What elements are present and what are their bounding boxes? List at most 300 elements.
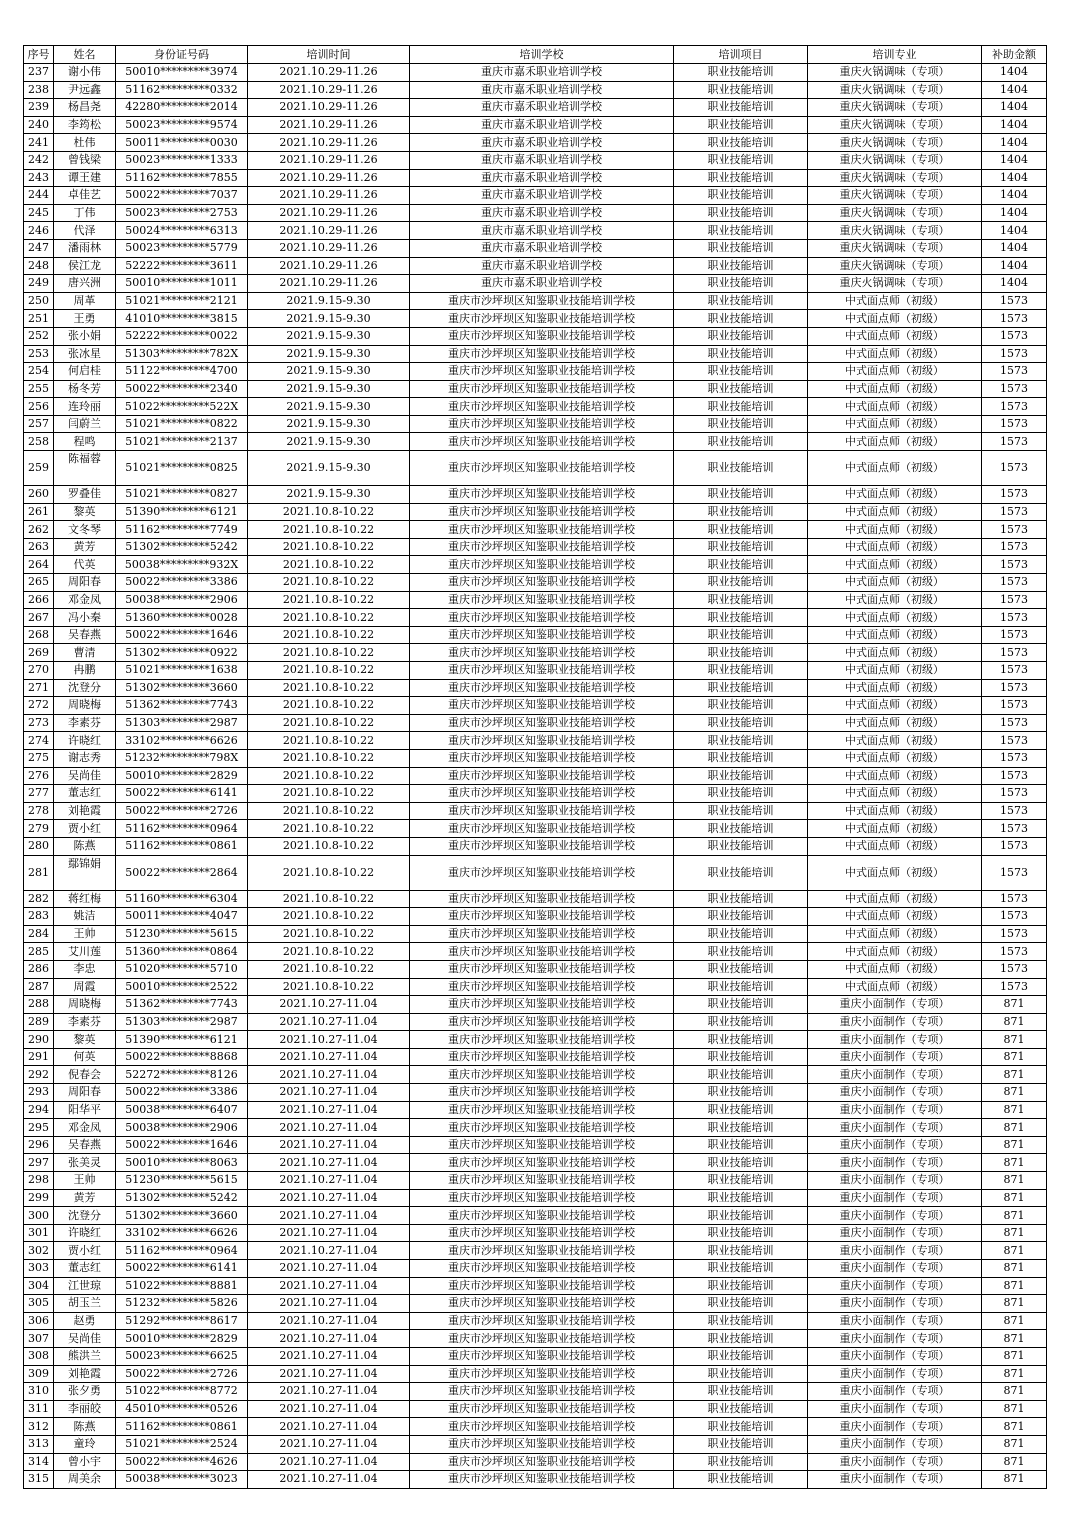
cell-subsidy-amount: 871 — [982, 1031, 1047, 1049]
cell-training-major: 重庆火锅调味（专项） — [808, 239, 982, 257]
cell-name: 罗叠佳 — [54, 486, 116, 504]
cell-training-time: 2021.9.15-9.30 — [248, 398, 410, 416]
table-row — [24, 64, 1047, 82]
cell-index: 281 — [24, 855, 54, 890]
cell-training-major: 重庆小面制作（专项） — [808, 1418, 982, 1436]
cell-training-school: 重庆市沙坪坝区知鉴职业技能培训学校 — [410, 1400, 674, 1418]
cell-training-school: 重庆市嘉禾职业培训学校 — [410, 187, 674, 205]
cell-name: 李素芬 — [54, 1013, 116, 1031]
cell-training-project: 职业技能培训 — [674, 767, 808, 785]
table-row — [24, 521, 1047, 539]
cell-id-number: 50022*********1646 — [116, 1136, 248, 1154]
cell-index: 303 — [24, 1260, 54, 1278]
cell-name: 何英 — [54, 1048, 116, 1066]
cell-subsidy-amount: 1404 — [982, 134, 1047, 152]
cell-training-time: 2021.10.27-11.04 — [248, 1277, 410, 1295]
cell-training-project: 职业技能培训 — [674, 451, 808, 486]
cell-training-major: 中式面点师（初级） — [808, 538, 982, 556]
cell-id-number: 42280*********2014 — [116, 99, 248, 117]
table-row — [24, 1418, 1047, 1436]
cell-index: 287 — [24, 978, 54, 996]
table-row — [24, 1031, 1047, 1049]
cell-training-school: 重庆市嘉禾职业培训学校 — [410, 169, 674, 187]
cell-name: 陈福蓉 — [54, 451, 116, 486]
cell-subsidy-amount: 1404 — [982, 169, 1047, 187]
cell-index: 241 — [24, 134, 54, 152]
cell-training-time: 2021.10.27-11.04 — [248, 1172, 410, 1190]
cell-name: 陈燕 — [54, 837, 116, 855]
cell-training-school: 重庆市沙坪坝区知鉴职业技能培训学校 — [410, 1347, 674, 1365]
cell-training-school: 重庆市沙坪坝区知鉴职业技能培训学校 — [410, 1031, 674, 1049]
cell-training-time: 2021.10.27-11.04 — [248, 1207, 410, 1225]
cell-training-major: 重庆火锅调味（专项） — [808, 222, 982, 240]
cell-name: 周霞 — [54, 978, 116, 996]
table-row — [24, 697, 1047, 715]
cell-subsidy-amount: 1573 — [982, 960, 1047, 978]
cell-training-school: 重庆市沙坪坝区知鉴职业技能培训学校 — [410, 1172, 674, 1190]
table-row — [24, 1172, 1047, 1190]
cell-training-project: 职业技能培训 — [674, 1347, 808, 1365]
cell-training-school: 重庆市沙坪坝区知鉴职业技能培训学校 — [410, 1471, 674, 1489]
cell-training-major: 重庆小面制作（专项） — [808, 1084, 982, 1102]
cell-training-major: 重庆小面制作（专项） — [808, 1048, 982, 1066]
cell-training-school: 重庆市沙坪坝区知鉴职业技能培训学校 — [410, 749, 674, 767]
cell-name: 胡玉兰 — [54, 1295, 116, 1313]
cell-training-school: 重庆市沙坪坝区知鉴职业技能培训学校 — [410, 1048, 674, 1066]
cell-id-number: 51232*********5826 — [116, 1295, 248, 1313]
cell-name: 丁伟 — [54, 204, 116, 222]
cell-training-major: 重庆火锅调味（专项） — [808, 64, 982, 82]
cell-subsidy-amount: 1404 — [982, 257, 1047, 275]
cell-training-school: 重庆市沙坪坝区知鉴职业技能培训学校 — [410, 1013, 674, 1031]
cell-training-major: 重庆小面制作（专项） — [808, 996, 982, 1014]
cell-training-time: 2021.10.29-11.26 — [248, 81, 410, 99]
cell-index: 251 — [24, 310, 54, 328]
cell-training-time: 2021.10.8-10.22 — [248, 644, 410, 662]
cell-index: 299 — [24, 1189, 54, 1207]
header-training-major: 培训专业 — [808, 46, 982, 64]
table-row — [24, 837, 1047, 855]
cell-training-project: 职业技能培训 — [674, 1400, 808, 1418]
cell-subsidy-amount: 871 — [982, 1330, 1047, 1348]
table-body — [24, 64, 1047, 1489]
cell-index: 259 — [24, 451, 54, 486]
cell-training-time: 2021.10.27-11.04 — [248, 1418, 410, 1436]
cell-training-school: 重庆市沙坪坝区知鉴职业技能培训学校 — [410, 960, 674, 978]
cell-training-school: 重庆市沙坪坝区知鉴职业技能培训学校 — [410, 978, 674, 996]
cell-training-major: 重庆小面制作（专项） — [808, 1154, 982, 1172]
cell-training-project: 职业技能培训 — [674, 1031, 808, 1049]
cell-training-time: 2021.10.29-11.26 — [248, 134, 410, 152]
cell-training-time: 2021.10.8-10.22 — [248, 662, 410, 680]
cell-training-project: 职业技能培训 — [674, 415, 808, 433]
cell-subsidy-amount: 1573 — [982, 785, 1047, 803]
cell-id-number: 51360*********0864 — [116, 943, 248, 961]
cell-training-major: 重庆火锅调味（专项） — [808, 204, 982, 222]
cell-name: 侯江龙 — [54, 257, 116, 275]
cell-training-time: 2021.10.29-11.26 — [248, 257, 410, 275]
table-row — [24, 960, 1047, 978]
cell-name: 鄢锦娟 — [54, 855, 116, 890]
cell-id-number: 51122*********4700 — [116, 363, 248, 381]
header-subsidy-amount: 补助金额 — [982, 46, 1047, 64]
cell-training-project: 职业技能培训 — [674, 1242, 808, 1260]
cell-training-project: 职业技能培训 — [674, 521, 808, 539]
cell-name: 杜伟 — [54, 134, 116, 152]
cell-id-number: 51360*********0028 — [116, 609, 248, 627]
cell-training-project: 职业技能培训 — [674, 151, 808, 169]
cell-training-school: 重庆市嘉禾职业培训学校 — [410, 99, 674, 117]
cell-id-number: 50022*********7037 — [116, 187, 248, 205]
cell-name: 熊洪兰 — [54, 1347, 116, 1365]
cell-name: 刘艳霞 — [54, 802, 116, 820]
cell-subsidy-amount: 871 — [982, 1435, 1047, 1453]
cell-id-number: 51021*********0827 — [116, 486, 248, 504]
cell-training-school: 重庆市沙坪坝区知鉴职业技能培训学校 — [410, 1260, 674, 1278]
table-row — [24, 1136, 1047, 1154]
table-row — [24, 1277, 1047, 1295]
cell-training-time: 2021.10.8-10.22 — [248, 960, 410, 978]
cell-training-major: 重庆火锅调味（专项） — [808, 81, 982, 99]
cell-subsidy-amount: 871 — [982, 1172, 1047, 1190]
cell-index: 286 — [24, 960, 54, 978]
cell-training-project: 职业技能培训 — [674, 204, 808, 222]
header-index: 序号 — [24, 46, 54, 64]
cell-subsidy-amount: 1573 — [982, 837, 1047, 855]
cell-training-time: 2021.10.27-11.04 — [248, 1224, 410, 1242]
cell-training-project: 职业技能培训 — [674, 574, 808, 592]
cell-training-school: 重庆市沙坪坝区知鉴职业技能培训学校 — [410, 785, 674, 803]
cell-id-number: 52222*********3611 — [116, 257, 248, 275]
cell-subsidy-amount: 1573 — [982, 697, 1047, 715]
cell-index: 263 — [24, 538, 54, 556]
cell-training-major: 中式面点师（初级） — [808, 310, 982, 328]
cell-training-time: 2021.10.8-10.22 — [248, 574, 410, 592]
cell-training-project: 职业技能培训 — [674, 925, 808, 943]
cell-training-major: 重庆小面制作（专项） — [808, 1066, 982, 1084]
cell-id-number: 33102*********6626 — [116, 1224, 248, 1242]
cell-training-time: 2021.10.8-10.22 — [248, 749, 410, 767]
cell-name: 杨冬芳 — [54, 380, 116, 398]
cell-index: 295 — [24, 1119, 54, 1137]
cell-training-time: 2021.9.15-9.30 — [248, 380, 410, 398]
cell-subsidy-amount: 871 — [982, 1400, 1047, 1418]
cell-training-time: 2021.10.8-10.22 — [248, 943, 410, 961]
cell-training-major: 重庆火锅调味（专项） — [808, 169, 982, 187]
cell-id-number: 51303*********782X — [116, 345, 248, 363]
cell-training-school: 重庆市沙坪坝区知鉴职业技能培训学校 — [410, 1418, 674, 1436]
cell-training-major: 中式面点师（初级） — [808, 820, 982, 838]
cell-index: 301 — [24, 1224, 54, 1242]
table-row — [24, 398, 1047, 416]
cell-name: 吴春燕 — [54, 626, 116, 644]
table-row — [24, 662, 1047, 680]
cell-training-time: 2021.9.15-9.30 — [248, 415, 410, 433]
cell-name: 曾小宇 — [54, 1453, 116, 1471]
cell-training-time: 2021.10.27-11.04 — [248, 1189, 410, 1207]
cell-index: 262 — [24, 521, 54, 539]
cell-index: 288 — [24, 996, 54, 1014]
table-row — [24, 1471, 1047, 1489]
cell-subsidy-amount: 1573 — [982, 802, 1047, 820]
cell-id-number: 50011*********4047 — [116, 908, 248, 926]
cell-training-major: 重庆小面制作（专项） — [808, 1400, 982, 1418]
cell-training-time: 2021.10.27-11.04 — [248, 1031, 410, 1049]
table-row — [24, 714, 1047, 732]
cell-index: 315 — [24, 1471, 54, 1489]
cell-name: 张冰星 — [54, 345, 116, 363]
cell-index: 265 — [24, 574, 54, 592]
cell-index: 294 — [24, 1101, 54, 1119]
cell-training-school: 重庆市沙坪坝区知鉴职业技能培训学校 — [410, 943, 674, 961]
cell-index: 282 — [24, 890, 54, 908]
cell-name: 谭王建 — [54, 169, 116, 187]
cell-name: 张夕勇 — [54, 1383, 116, 1401]
cell-name: 张美灵 — [54, 1154, 116, 1172]
cell-subsidy-amount: 1573 — [982, 327, 1047, 345]
table-row — [24, 943, 1047, 961]
cell-index: 313 — [24, 1435, 54, 1453]
cell-training-school: 重庆市沙坪坝区知鉴职业技能培训学校 — [410, 591, 674, 609]
cell-index: 296 — [24, 1136, 54, 1154]
table-row — [24, 275, 1047, 293]
cell-index: 306 — [24, 1312, 54, 1330]
cell-training-major: 中式面点师（初级） — [808, 785, 982, 803]
cell-training-school: 重庆市沙坪坝区知鉴职业技能培训学校 — [410, 1295, 674, 1313]
cell-training-major: 重庆火锅调味（专项） — [808, 187, 982, 205]
cell-index: 242 — [24, 151, 54, 169]
cell-subsidy-amount: 871 — [982, 1101, 1047, 1119]
cell-training-school: 重庆市沙坪坝区知鉴职业技能培训学校 — [410, 415, 674, 433]
table-row — [24, 451, 1047, 486]
cell-training-major: 重庆小面制作（专项） — [808, 1435, 982, 1453]
cell-id-number: 50038*********2906 — [116, 1119, 248, 1137]
cell-training-school: 重庆市嘉禾职业培训学校 — [410, 222, 674, 240]
cell-name: 蒋红梅 — [54, 890, 116, 908]
cell-training-time: 2021.10.27-11.04 — [248, 1048, 410, 1066]
cell-training-project: 职业技能培训 — [674, 169, 808, 187]
table-row — [24, 187, 1047, 205]
table-row — [24, 1383, 1047, 1401]
table-row — [24, 1453, 1047, 1471]
cell-name: 周晓梅 — [54, 697, 116, 715]
cell-training-time: 2021.10.29-11.26 — [248, 116, 410, 134]
table-header — [24, 46, 1047, 64]
cell-training-project: 职业技能培训 — [674, 679, 808, 697]
cell-training-major: 重庆小面制作（专项） — [808, 1383, 982, 1401]
cell-id-number: 51302*********5242 — [116, 538, 248, 556]
cell-training-time: 2021.10.8-10.22 — [248, 521, 410, 539]
table-row — [24, 556, 1047, 574]
cell-id-number: 51302*********5242 — [116, 1189, 248, 1207]
table-row — [24, 222, 1047, 240]
cell-training-project: 职业技能培训 — [674, 1383, 808, 1401]
cell-id-number: 51362*********7743 — [116, 996, 248, 1014]
cell-subsidy-amount: 1573 — [982, 626, 1047, 644]
cell-subsidy-amount: 871 — [982, 1136, 1047, 1154]
cell-index: 276 — [24, 767, 54, 785]
cell-training-project: 职业技能培训 — [674, 626, 808, 644]
cell-index: 249 — [24, 275, 54, 293]
cell-id-number: 51302*********0922 — [116, 644, 248, 662]
cell-training-project: 职业技能培训 — [674, 1101, 808, 1119]
cell-training-project: 职业技能培训 — [674, 1084, 808, 1102]
cell-training-major: 中式面点师（初级） — [808, 556, 982, 574]
cell-name: 艾川莲 — [54, 943, 116, 961]
cell-training-major: 重庆火锅调味（专项） — [808, 275, 982, 293]
table-row — [24, 81, 1047, 99]
table-row — [24, 239, 1047, 257]
cell-training-project: 职业技能培训 — [674, 556, 808, 574]
cell-subsidy-amount: 871 — [982, 1277, 1047, 1295]
cell-name: 董志红 — [54, 785, 116, 803]
cell-training-time: 2021.10.27-11.04 — [248, 1084, 410, 1102]
cell-training-major: 重庆小面制作（专项） — [808, 1295, 982, 1313]
cell-training-project: 职业技能培训 — [674, 1013, 808, 1031]
cell-training-time: 2021.10.27-11.04 — [248, 1365, 410, 1383]
cell-training-major: 中式面点师（初级） — [808, 644, 982, 662]
cell-id-number: 50023*********1333 — [116, 151, 248, 169]
cell-id-number: 51162*********0964 — [116, 1242, 248, 1260]
cell-index: 245 — [24, 204, 54, 222]
cell-id-number: 50023*********9574 — [116, 116, 248, 134]
cell-name: 文冬琴 — [54, 521, 116, 539]
cell-training-school: 重庆市沙坪坝区知鉴职业技能培训学校 — [410, 697, 674, 715]
table-row — [24, 1365, 1047, 1383]
cell-training-major: 重庆小面制作（专项） — [808, 1347, 982, 1365]
cell-training-time: 2021.10.29-11.26 — [248, 187, 410, 205]
cell-training-project: 职业技能培训 — [674, 1418, 808, 1436]
cell-training-major: 重庆火锅调味（专项） — [808, 116, 982, 134]
cell-subsidy-amount: 1573 — [982, 591, 1047, 609]
cell-id-number: 51230*********5615 — [116, 1172, 248, 1190]
cell-training-school: 重庆市沙坪坝区知鉴职业技能培训学校 — [410, 925, 674, 943]
cell-training-time: 2021.10.8-10.22 — [248, 732, 410, 750]
cell-subsidy-amount: 871 — [982, 1471, 1047, 1489]
cell-subsidy-amount: 1573 — [982, 310, 1047, 328]
cell-index: 290 — [24, 1031, 54, 1049]
cell-index: 269 — [24, 644, 54, 662]
table-row — [24, 802, 1047, 820]
header-training-school: 培训学校 — [410, 46, 674, 64]
table-row — [24, 1400, 1047, 1418]
table-row — [24, 1048, 1047, 1066]
cell-name: 周阳春 — [54, 574, 116, 592]
cell-subsidy-amount: 1404 — [982, 239, 1047, 257]
cell-index: 291 — [24, 1048, 54, 1066]
cell-training-project: 职业技能培训 — [674, 890, 808, 908]
table-row — [24, 99, 1047, 117]
cell-id-number: 50011*********0030 — [116, 134, 248, 152]
cell-training-major: 中式面点师（初级） — [808, 292, 982, 310]
cell-name: 李素芬 — [54, 714, 116, 732]
cell-training-time: 2021.9.15-9.30 — [248, 345, 410, 363]
cell-id-number: 50023*********5779 — [116, 239, 248, 257]
cell-index: 272 — [24, 697, 54, 715]
cell-name: 周革 — [54, 292, 116, 310]
cell-subsidy-amount: 1404 — [982, 99, 1047, 117]
table-row — [24, 1242, 1047, 1260]
cell-training-project: 职业技能培训 — [674, 503, 808, 521]
cell-name: 尹远鑫 — [54, 81, 116, 99]
cell-training-school: 重庆市沙坪坝区知鉴职业技能培训学校 — [410, 1084, 674, 1102]
cell-training-time: 2021.10.8-10.22 — [248, 609, 410, 627]
table-row — [24, 345, 1047, 363]
cell-training-major: 重庆小面制作（专项） — [808, 1312, 982, 1330]
cell-subsidy-amount: 871 — [982, 1453, 1047, 1471]
cell-subsidy-amount: 1573 — [982, 451, 1047, 486]
cell-id-number: 50022*********3386 — [116, 574, 248, 592]
cell-training-school: 重庆市沙坪坝区知鉴职业技能培训学校 — [410, 380, 674, 398]
cell-subsidy-amount: 1573 — [982, 714, 1047, 732]
cell-subsidy-amount: 1573 — [982, 749, 1047, 767]
cell-name: 吴尚佳 — [54, 767, 116, 785]
cell-training-school: 重庆市沙坪坝区知鉴职业技能培训学校 — [410, 521, 674, 539]
cell-id-number: 50022*********6141 — [116, 1260, 248, 1278]
cell-id-number: 41010*********3815 — [116, 310, 248, 328]
table-row — [24, 644, 1047, 662]
cell-training-project: 职业技能培训 — [674, 99, 808, 117]
table-row — [24, 292, 1047, 310]
cell-id-number: 50023*********2753 — [116, 204, 248, 222]
table-row — [24, 204, 1047, 222]
cell-index: 284 — [24, 925, 54, 943]
cell-training-project: 职业技能培训 — [674, 292, 808, 310]
cell-id-number: 51390*********6121 — [116, 1031, 248, 1049]
cell-subsidy-amount: 1573 — [982, 855, 1047, 890]
cell-training-time: 2021.10.8-10.22 — [248, 503, 410, 521]
cell-name: 许晓红 — [54, 1224, 116, 1242]
table-row — [24, 310, 1047, 328]
table-row — [24, 415, 1047, 433]
cell-subsidy-amount: 871 — [982, 1383, 1047, 1401]
cell-training-major: 重庆小面制作（专项） — [808, 1260, 982, 1278]
cell-name: 连玲丽 — [54, 398, 116, 416]
cell-training-time: 2021.10.8-10.22 — [248, 837, 410, 855]
cell-index: 297 — [24, 1154, 54, 1172]
cell-training-major: 中式面点师（初级） — [808, 890, 982, 908]
cell-name: 代英 — [54, 556, 116, 574]
cell-training-major: 中式面点师（初级） — [808, 345, 982, 363]
cell-training-major: 重庆火锅调味（专项） — [808, 257, 982, 275]
cell-name: 吴春燕 — [54, 1136, 116, 1154]
cell-index: 289 — [24, 1013, 54, 1031]
cell-name: 潘雨林 — [54, 239, 116, 257]
cell-training-school: 重庆市沙坪坝区知鉴职业技能培训学校 — [410, 662, 674, 680]
cell-training-major: 中式面点师（初级） — [808, 486, 982, 504]
cell-name: 王勇 — [54, 310, 116, 328]
cell-training-project: 职业技能培训 — [674, 345, 808, 363]
cell-training-time: 2021.10.8-10.22 — [248, 925, 410, 943]
table-row — [24, 503, 1047, 521]
cell-training-project: 职业技能培训 — [674, 591, 808, 609]
cell-subsidy-amount: 871 — [982, 1119, 1047, 1137]
cell-training-time: 2021.10.8-10.22 — [248, 978, 410, 996]
cell-index: 302 — [24, 1242, 54, 1260]
cell-training-time: 2021.10.27-11.04 — [248, 1312, 410, 1330]
cell-training-project: 职业技能培训 — [674, 363, 808, 381]
cell-id-number: 51292*********8617 — [116, 1312, 248, 1330]
cell-subsidy-amount: 1573 — [982, 890, 1047, 908]
cell-training-school: 重庆市沙坪坝区知鉴职业技能培训学校 — [410, 890, 674, 908]
cell-subsidy-amount: 1404 — [982, 151, 1047, 169]
cell-subsidy-amount: 1573 — [982, 978, 1047, 996]
cell-id-number: 52272*********8126 — [116, 1066, 248, 1084]
cell-training-school: 重庆市沙坪坝区知鉴职业技能培训学校 — [410, 855, 674, 890]
cell-training-time: 2021.10.29-11.26 — [248, 99, 410, 117]
cell-index: 268 — [24, 626, 54, 644]
cell-name: 王帅 — [54, 1172, 116, 1190]
